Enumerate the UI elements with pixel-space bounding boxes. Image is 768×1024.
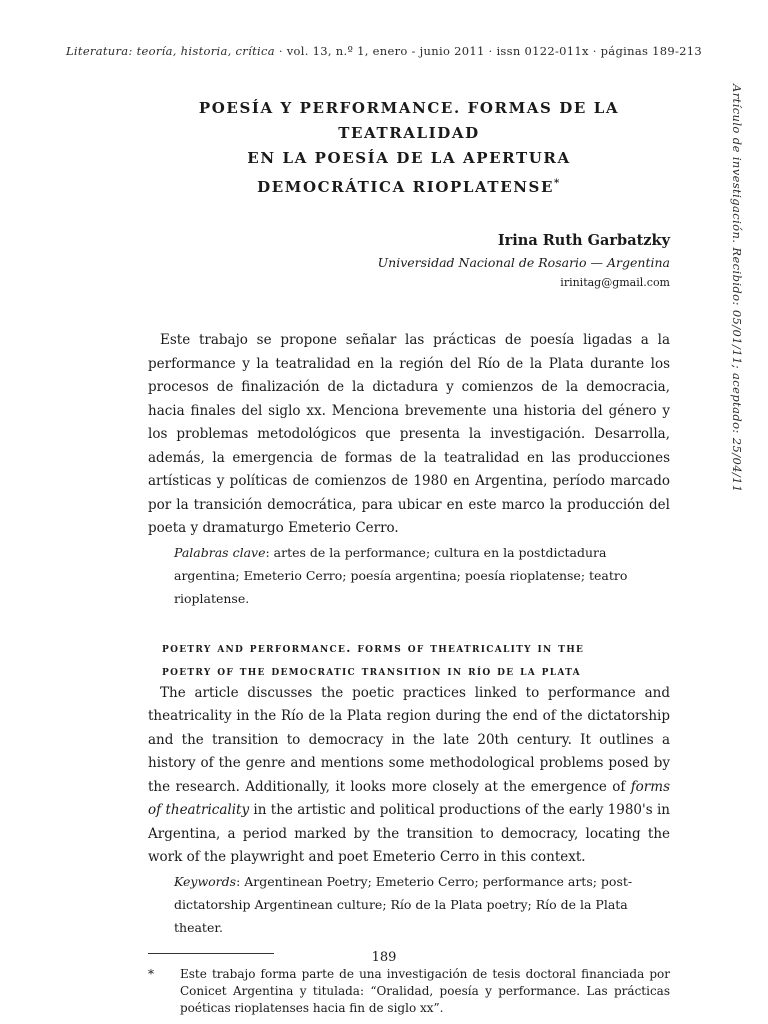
title-line-1: POESÍA Y PERFORMANCE. FORMAS DE LA TEATRALIDAD (198, 99, 620, 142)
footnote (148, 966, 670, 1017)
author-email[interactable]: irinitag@gmail.com (560, 276, 670, 289)
author-affiliation: Universidad Nacional de Rosario — Argentina (377, 255, 670, 270)
journal-name: Literatura: teoría, historia, crítica (65, 44, 275, 58)
title-line-3: DEMOCRÁTICA RIOPLATENSE (257, 178, 555, 196)
english-title-line-2: poetry of the democratic transition in río de la plata (162, 662, 581, 678)
abstract-spanish: Este trabajo se propone señalar las prácticas de poesía ligadas a la performance y la teatralidad en la región del Río de la Plata durante los procesos de finalización de la dictadura y comienzos de la democracia, hacia finales del siglo xx. Menciona brevemente una historia del género y los problemas metodológicos que presenta la investigación. Desarrolla, además, la emergencia de formas de la teatralidad en las producciones artísticas y políticas de comienzos de 1980 en Argentina, período marcado por la transición democrática, para ubicar en este marco la producción del poeta y dramaturgo Emeterio Cerro. (148, 332, 670, 536)
abstract-english-emphasis: forms of theatricality (148, 778, 670, 818)
english-title (148, 636, 670, 682)
page-number: 189 (371, 950, 397, 965)
author-name: Irina Ruth Garbatzky (497, 232, 670, 249)
abstract-english (148, 682, 670, 870)
keywords-spanish-label: Palabras clave (174, 544, 266, 560)
footnote-text: Este trabajo forma parte de una investigación de tesis doctoral financiada por Conicet Argentina y titulada: “Oralidad, poesía y performance. Las prácticas poéticas rioplatenses hacia fin de siglo xx”. (180, 966, 670, 1015)
keywords-english (148, 870, 670, 939)
keywords-spanish-list: : artes de la performance; cultura en la postdictadura argentina; Emeterio Cerro; poesía argentina; poesía rioplatense; teatro rioplatense. (174, 544, 628, 606)
abstract-english-part-1: The article discusses the poetic practices linked to performance and theatricality in the Río de la Plata region during the end of the dictatorship and the transition to democracy in the late 20th century. It outlines a history of the genre and mentions some methodological problems posed by the research. Additionally, it looks more closely at the emergence of (148, 684, 670, 795)
keywords-spanish (148, 541, 670, 610)
english-title-line-1: poetry and performance. forms of theatricality in the (162, 639, 585, 655)
footnote-mark: * (148, 966, 154, 981)
keywords-english-label: Keywords (174, 873, 237, 889)
submission-dates: Artículo de investigación. Recibido: 05/01/11; aceptado: 25/04/11 (730, 84, 744, 493)
journal-details: · vol. 13, n.º 1, enero - junio 2011 · issn 0122-011x · páginas 189-213 (274, 44, 703, 58)
title-line-2: EN LA POESÍA DE LA APERTURA (247, 149, 571, 167)
title-footnote-mark[interactable]: * (554, 178, 561, 189)
keywords-english-list: : Argentinean Poetry; Emeterio Cerro; performance arts; post-dictatorship Argentinean culture; Río de la Plata poetry; Río de la Plata theater. (174, 873, 633, 935)
article-title (148, 96, 670, 200)
article-body (148, 96, 670, 1017)
journal-header (0, 44, 768, 58)
abstract-english-part-2: in the artistic and political productions of the early 1980's in Argentina, a period marked by the transition to democracy, locating the work of the playwright and poet Emeterio Cerro in this context. (148, 802, 670, 865)
